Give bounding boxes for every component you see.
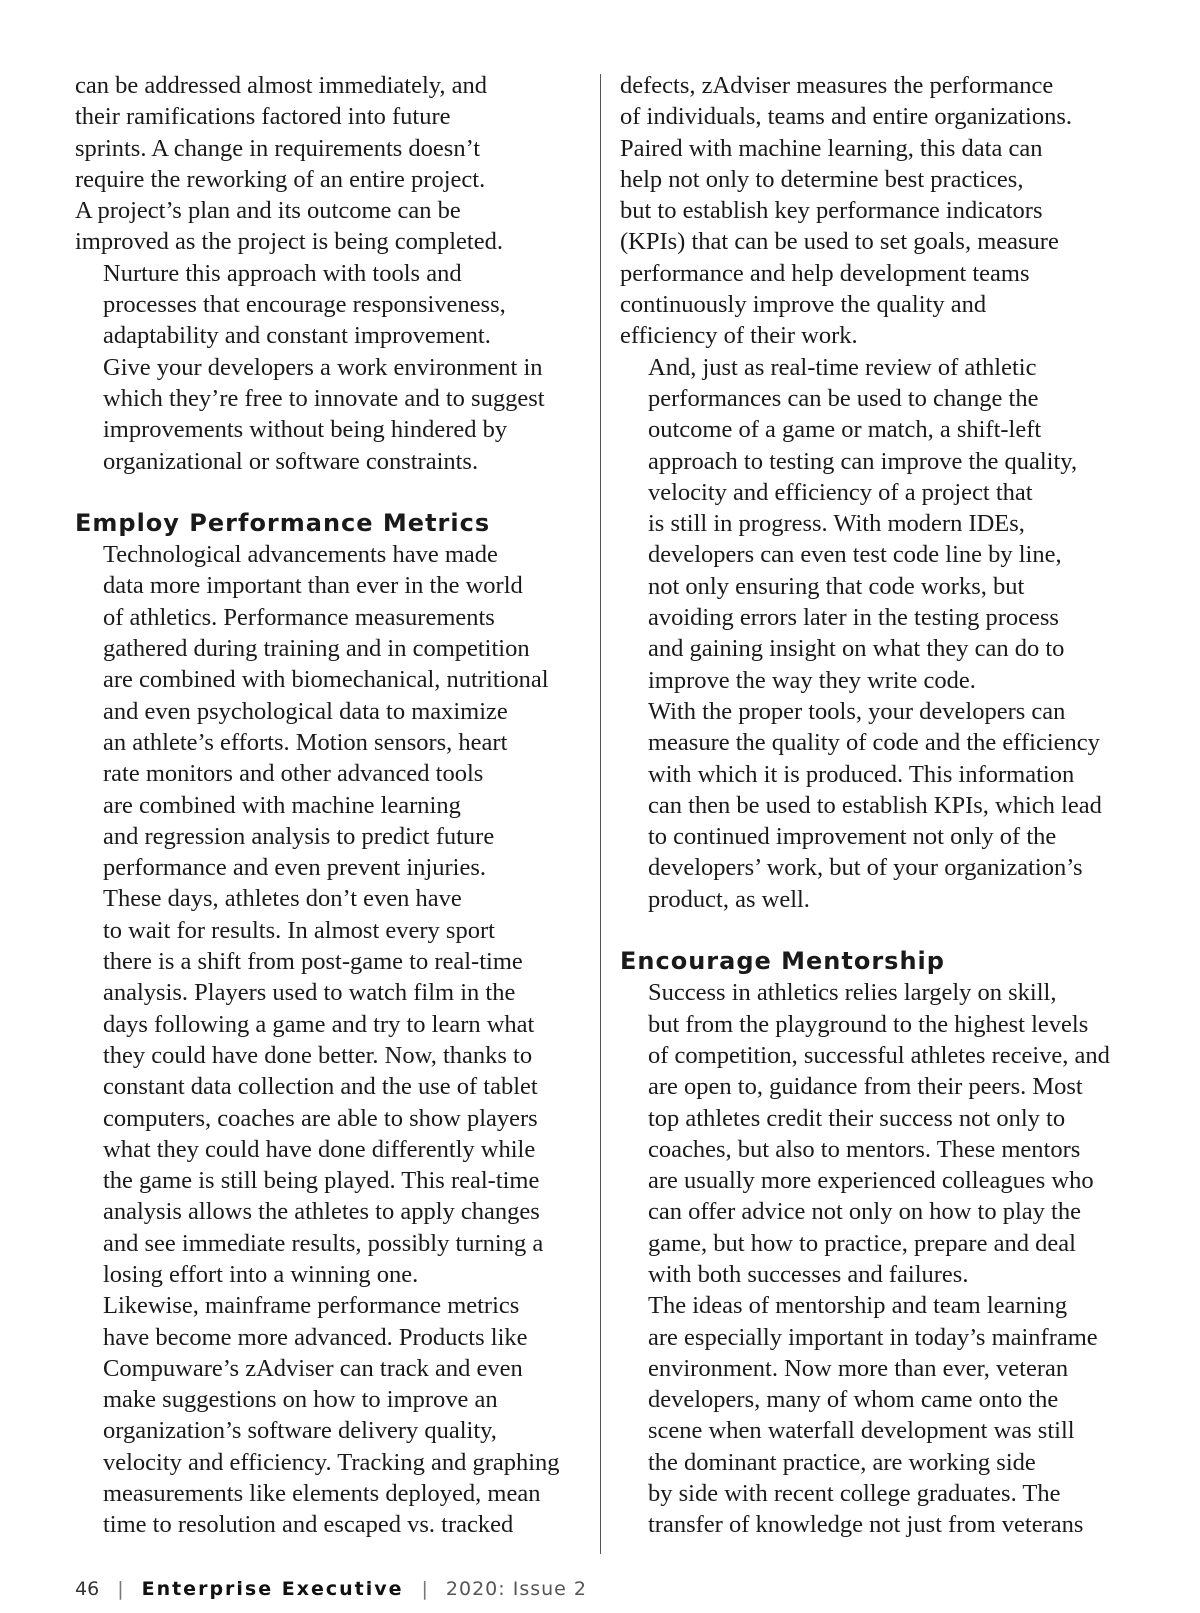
- text-line: environment. Now more than ever, veteran: [648, 1354, 1069, 1382]
- paragraph: [75, 258, 575, 477]
- text-line: are open to, guidance from their peers. Most: [648, 1073, 1083, 1101]
- text-line: Nurture this approach with tools and: [103, 259, 462, 287]
- text-line: can be addressed almost immediately, and: [75, 72, 488, 99]
- text-line: performance and even prevent injuries.: [103, 854, 486, 882]
- text-line: organization’s software delivery quality,: [103, 1417, 497, 1445]
- text-line: time to resolution and escaped vs. tracked: [103, 1511, 514, 1539]
- text-line: measure the quality of code and the efficiency: [648, 729, 1100, 757]
- text-line: constant data collection and the use of tablet: [103, 1073, 538, 1101]
- text-line: top athletes credit their success not only to: [648, 1104, 1066, 1132]
- text-line: there is a shift from post-game to real-time: [103, 948, 523, 976]
- right-column: [620, 70, 1120, 1541]
- text-line: with both successes and failures.: [648, 1260, 969, 1288]
- text-line: are usually more experienced colleagues who: [648, 1167, 1094, 1195]
- text-line: is still in progress. With modern IDEs,: [648, 510, 1025, 538]
- text-line: coaches, but also to mentors. These mentors: [648, 1135, 1081, 1163]
- text-line: rate monitors and other advanced tools: [103, 760, 484, 788]
- text-line: are combined with biomechanical, nutritional: [103, 666, 549, 694]
- text-line: With the proper tools, your developers can: [648, 697, 1066, 725]
- text-line: Likewise, mainframe performance metrics: [103, 1292, 520, 1320]
- text-line: product, as well.: [648, 885, 810, 913]
- text-line: to continued improvement not only of the: [648, 823, 1057, 851]
- text-line: can then be used to establish KPIs, which lead: [648, 791, 1102, 819]
- text-line: make suggestions on how to improve an: [103, 1386, 498, 1414]
- paragraph: [620, 696, 1120, 915]
- text-line: game, but how to practice, prepare and deal: [648, 1229, 1076, 1257]
- text-line: A project’s plan and its outcome can be: [75, 197, 461, 225]
- text-line: days following a game and try to learn what: [103, 1010, 535, 1038]
- text-line: of athletics. Performance measurements: [103, 603, 495, 631]
- text-line: velocity and efficiency of a project that: [648, 478, 1033, 506]
- text-line: require the reworking of an entire project.: [75, 165, 486, 193]
- text-line: but to establish key performance indicators: [620, 197, 1043, 225]
- text-line: scene when waterfall development was still: [648, 1417, 1075, 1445]
- section-heading-performance-metrics: Employ Performance Metrics: [75, 508, 491, 537]
- text-line: of individuals, teams and entire organizations.: [620, 103, 1073, 131]
- text-line: they could have done better. Now, thanks to: [103, 1041, 533, 1069]
- text-line: the game is still being played. This real-time: [103, 1167, 540, 1195]
- paragraph: [75, 539, 575, 883]
- text-line: and gaining insight on what they can do to: [648, 635, 1065, 663]
- text-line: improve the way they write code.: [648, 666, 976, 694]
- paragraph: [75, 883, 575, 1290]
- publication-name: Enterprise Executive: [141, 1578, 404, 1600]
- text-line: transfer of knowledge not just from veterans: [648, 1511, 1084, 1539]
- paragraph: [620, 977, 1120, 1290]
- page-number: 46: [75, 1578, 100, 1600]
- paragraph: [620, 352, 1120, 696]
- text-line: have become more advanced. Products like: [103, 1323, 528, 1351]
- text-line: are combined with machine learning: [103, 791, 461, 819]
- text-line: (KPIs) that can be used to set goals, measure: [620, 228, 1059, 256]
- text-line: improvements without being hindered by: [103, 416, 508, 444]
- text-line: not only ensuring that code works, but: [648, 572, 1025, 600]
- text-line: The ideas of mentorship and team learning: [648, 1292, 1068, 1320]
- text-line: which they’re free to innovate and to suggest: [103, 384, 545, 412]
- text-line: gathered during training and in competition: [103, 635, 530, 663]
- text-line: data more important than ever in the world: [103, 572, 523, 600]
- text-line: These days, athletes don’t even have: [103, 885, 462, 913]
- text-line: but from the playground to the highest levels: [648, 1010, 1089, 1038]
- text-line: developers’ work, but of your organization’s: [648, 854, 1083, 882]
- text-line: an athlete’s efforts. Motion sensors, heart: [103, 728, 508, 756]
- column-divider: [600, 74, 601, 1554]
- text-line: velocity and efficiency. Tracking and graphing: [103, 1448, 560, 1476]
- paragraph: [75, 1290, 575, 1540]
- text-line: defects, zAdviser measures the performance: [620, 72, 1054, 99]
- text-line: Paired with machine learning, this data can: [620, 134, 1043, 162]
- section-heading-mentorship: Encourage Mentorship: [620, 947, 945, 976]
- text-line: adaptability and constant improvement.: [103, 322, 491, 350]
- text-line: their ramifications factored into future: [75, 103, 451, 131]
- text-line: avoiding errors later in the testing process: [648, 604, 1059, 632]
- text-line: with which it is produced. This information: [648, 760, 1075, 788]
- page-footer: [75, 1578, 587, 1600]
- paragraph: [75, 70, 575, 258]
- issue-label: 2020: Issue 2: [445, 1578, 587, 1600]
- footer-separator: |: [421, 1578, 428, 1600]
- text-line: by side with recent college graduates. The: [648, 1480, 1061, 1508]
- text-line: help not only to determine best practices,: [620, 165, 1024, 193]
- text-line: outcome of a game or match, a shift-left: [648, 416, 1042, 444]
- text-line: the dominant practice, are working side: [648, 1448, 1036, 1476]
- text-line: sprints. A change in requirements doesn’t: [75, 134, 481, 162]
- text-line: And, just as real-time review of athletic: [648, 353, 1037, 381]
- text-line: Success in athletics relies largely on skill,: [648, 979, 1057, 1007]
- text-line: performance and help development teams: [620, 259, 1030, 287]
- text-line: approach to testing can improve the quality,: [648, 447, 1078, 475]
- text-line: organizational or software constraints.: [103, 447, 479, 475]
- text-line: developers, many of whom came onto the: [648, 1386, 1059, 1414]
- left-column: [75, 70, 575, 1541]
- text-line: analysis allows the athletes to apply changes: [103, 1198, 540, 1226]
- text-line: analysis. Players used to watch film in the: [103, 979, 516, 1007]
- text-line: and regression analysis to predict future: [103, 822, 495, 850]
- text-line: processes that encourage responsiveness,: [103, 291, 506, 319]
- paragraph: [620, 70, 1120, 352]
- text-line: and even psychological data to maximize: [103, 697, 508, 725]
- text-line: Technological advancements have made: [103, 541, 498, 569]
- text-line: of competition, successful athletes receive, and: [648, 1041, 1110, 1069]
- text-line: efficiency of their work.: [620, 322, 858, 350]
- text-line: can offer advice not only on how to play the: [648, 1198, 1081, 1226]
- text-line: measurements like elements deployed, mean: [103, 1480, 541, 1508]
- text-line: Compuware’s zAdviser can track and even: [103, 1354, 523, 1382]
- text-line: what they could have done differently while: [103, 1135, 536, 1163]
- text-line: to wait for results. In almost every sport: [103, 916, 495, 944]
- text-line: losing effort into a winning one.: [103, 1260, 419, 1288]
- footer-separator: |: [117, 1578, 124, 1600]
- text-line: improved as the project is being completed.: [75, 228, 503, 256]
- paragraph: [620, 1290, 1120, 1540]
- text-line: developers can even test code line by line,: [648, 541, 1062, 569]
- text-line: continuously improve the quality and: [620, 291, 987, 319]
- text-line: Give your developers a work environment in: [103, 353, 543, 381]
- text-line: and see immediate results, possibly turning a: [103, 1229, 544, 1257]
- text-line: performances can be used to change the: [648, 384, 1039, 412]
- text-line: computers, coaches are able to show players: [103, 1104, 538, 1132]
- text-line: are especially important in today’s mainframe: [648, 1323, 1098, 1351]
